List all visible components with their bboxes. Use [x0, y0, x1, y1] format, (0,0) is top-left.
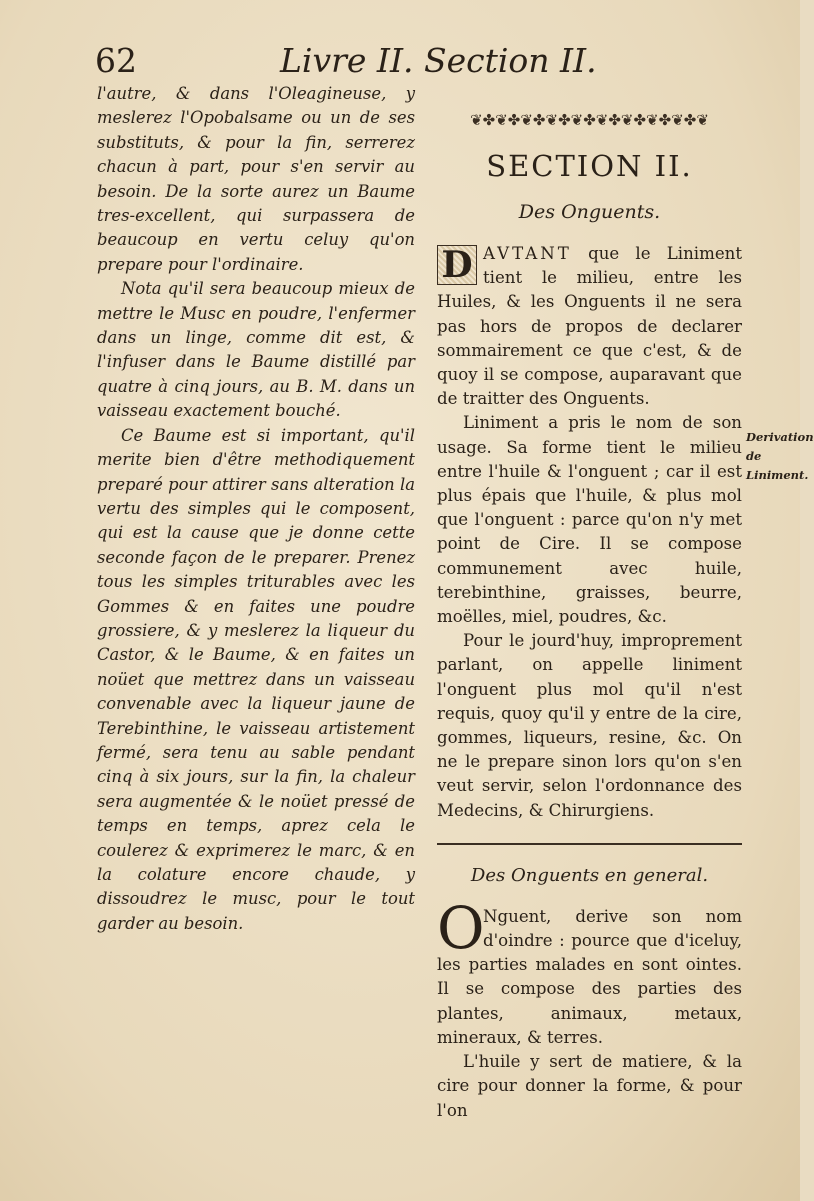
section-subheading: Des Onguents. [518, 201, 661, 223]
right-paragraph-1 [437, 242, 742, 411]
left-column [97, 82, 415, 936]
paragraph-4-text: Nguent, derive son nom d'oindre : pource que d'iceluy, les parties malades en sont ointes. Il se compose des parties des plantes, animaux, metaux, mineraux, & terres. [437, 906, 742, 1047]
right-paragraph-5: L'huile y sert de matiere, & la cire pour donner la forme, & pour l'on [437, 1052, 742, 1120]
right-paragraph-4 [437, 893, 742, 1050]
left-paragraph-1: l'autre, & dans l'Oleagineuse, y meslerez l'Opobalsame ou un de ses substituts, & pour la fin, serrerez chacun à part, pour s'en servir au besoin. De la sorte aurez un Baume tres-excellent, qui surpassera de beaucoup en vertu celuy qu'on prepare pour l'ordinaire. [97, 84, 415, 274]
ornament-band: ❦✤❦✤❦✤❦✤❦✤❦✤❦✤❦✤❦✤❦ [470, 111, 709, 129]
right-paragraph-3: Pour le jourd'huy, improprement parlant, on appelle liniment l'onguent plus mol qu'il n'est requis, quoy qu'il y entre de la cire, gommes, liqueurs, resine, &c. On ne le prepare sinon lors qu'on s'en veut servir, selon l'ordonnance des Medecins, & Chirurgiens. [437, 631, 742, 820]
margin-note: Derivation de Liniment. [746, 430, 814, 482]
page-header [95, 36, 597, 86]
right-column [437, 108, 742, 1123]
left-paragraph-3: Ce Baume est si important, qu'il merite bien d'être methodiquement preparé pour attirer sans alteration la vertu des simples qui le composent, qui est la cause que je donne cette seconde façon de le preparer. Prenez tous les simples triturables avec les Gommes & en faites une poudre grossiere, & y meslerez la liqueur du Castor, & le Baume, & en faites un noüet que mettrez dans un vaisseau convenable avec la liqueur jaune de Terebinthine, le vaisseau artistement fermé, sera tenu au sable pendant cinq à six jours, sur la fin, la chaleur sera augmentée & le noüet pressé de temps en temps, aprez cela le coulerez & exprimerez le marc, & en la colature encore chaude, y dissoudrez le musc, pour le tout garder au besoin. [97, 425, 415, 933]
drop-cap-o: O [437, 893, 485, 962]
drop-cap-d: D [437, 245, 477, 285]
page-number: 62 [95, 41, 137, 80]
running-title: Livre II. Section II. [280, 41, 597, 80]
section-title: SECTION II. [486, 149, 693, 183]
lead-word: AVTANT [483, 244, 572, 263]
left-paragraph-2: Nota qu'il sera beaucoup mieux de mettre le Musc en poudre, l'enfermer dans un linge, comme dit est, & l'infuser dans le Baume distillé par quatre à cinq jours, au B. M. dans un vaisseau exactement bouché. [97, 279, 415, 421]
right-paragraph-2: Liniment a pris le nom de son usage. Sa forme tient le milieu entre l'huile & l'onguent ; car il est plus épais que l'huile, & plus mol que l'onguent : parce qu'on n'y met point de Cire. Il se compose communement avec huile, terebinthine, graisses, beurre, moëlles, miel, poudres, &c. [437, 413, 742, 627]
section-rule [437, 843, 742, 845]
paragraph-1-text: que le Liniment tient le milieu, entre les Huiles, & les Onguents il ne sera pas hors de propos de declarer sommairement ce que c'est, & de quoy il se compose, auparavant que de traitter des Onguents. [437, 244, 742, 409]
subheading-general: Des Onguents en general. [470, 864, 709, 886]
